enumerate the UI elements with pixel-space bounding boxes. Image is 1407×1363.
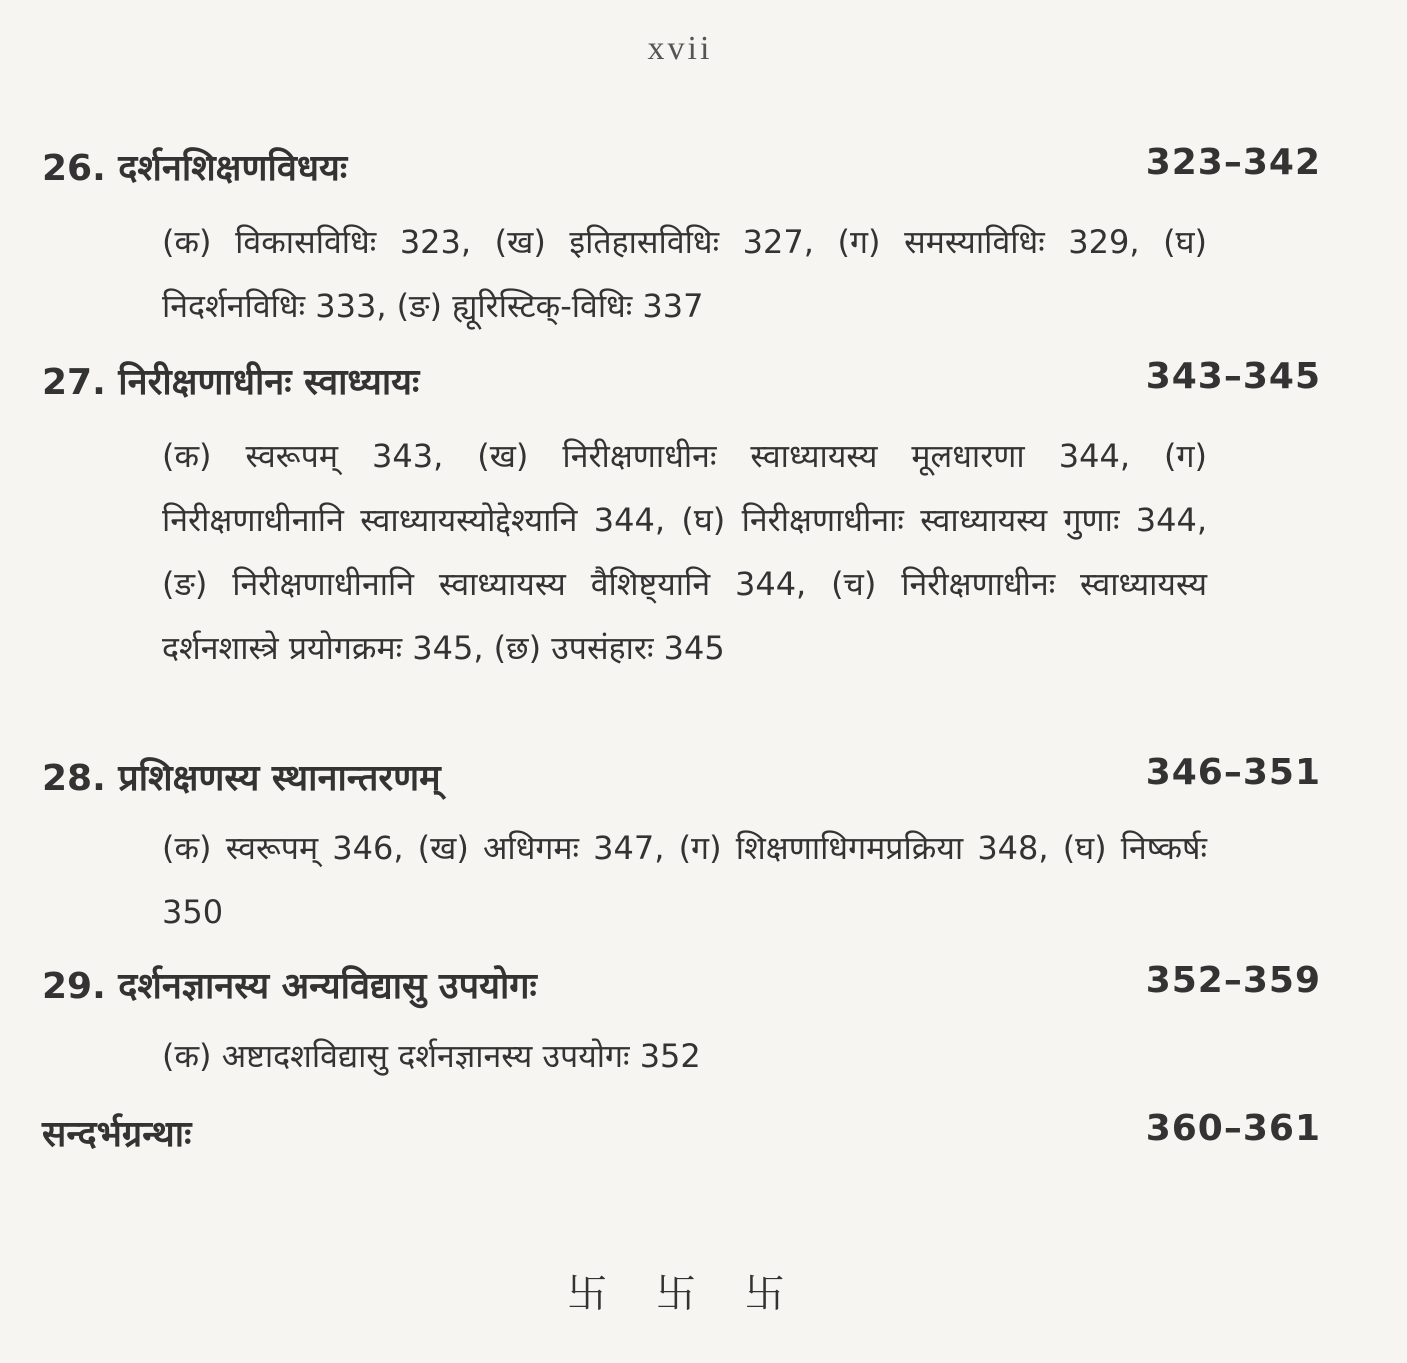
entry-page-range: 323–342 — [1145, 142, 1321, 183]
entry-heading — [0, 142, 1407, 202]
entry-page-range: 360–361 — [1145, 1108, 1321, 1149]
entry-heading — [0, 960, 1407, 1020]
entry-page-range: 346–351 — [1145, 752, 1321, 793]
entry-heading — [0, 752, 1407, 812]
entry-heading — [0, 356, 1407, 416]
entry-title: सन्दर्भग्रन्थाः — [42, 1114, 192, 1155]
entry-page-range: 352–359 — [1145, 960, 1321, 1001]
toc-entry-references — [0, 1108, 1407, 1168]
toc-entry-27 — [0, 356, 1407, 667]
entry-title: 26. दर्शनशिक्षणविधयः — [42, 148, 348, 189]
entry-subtopics: (क) स्वरूपम् 343, (ख) निरीक्षणाधीनः स्वाध्यायस्य मूलधारणा 344, (ग) निरीक्षणाधीनानि स्वाध्यायस्योद्देश्यानि 344, (घ) निरीक्षणाधीनाः स्वाध्यायस्य गुणाः 344, (ङ) निरीक्षणाधीनानि स्वाध्यायस्य वैशिष्ट्यानि 344, (च) निरीक्षणाधीनः स्वाध्यायस्य दर्शनशास्त्रे प्रयोगक्रमः 345, (छ) उपसंहारः 345 — [162, 437, 1207, 667]
page-number: xvii — [647, 30, 713, 67]
toc-entry-29 — [0, 960, 1407, 1075]
toc-entry-26 — [0, 142, 1407, 325]
footer-ornament: 卐 卐 卐 — [567, 1271, 803, 1317]
toc-entry-28 — [0, 752, 1407, 931]
entry-title: 28. प्रशिक्षणस्य स्थानान्तरणम् — [42, 758, 441, 799]
entry-subtopics: (क) स्वरूपम् 346, (ख) अधिगमः 347, (ग) शिक्षणाधिगमप्रक्रिया 348, (घ) निष्कर्षः 350 — [162, 829, 1207, 931]
entry-subtopics: (क) विकासविधिः 323, (ख) इतिहासविधिः 327, (ग) समस्याविधिः 329, (घ) निदर्शनविधिः 333, (ङ) ह्यूरिस्टिक्-विधिः 337 — [162, 223, 1207, 325]
entry-subtopics: (क) अष्टादशविद्यासु दर्शनज्ञानस्य उपयोगः 352 — [162, 1037, 701, 1075]
entry-page-range: 343–345 — [1145, 356, 1321, 397]
entry-heading — [0, 1108, 1407, 1168]
entry-title: 27. निरीक्षणाधीनः स्वाध्यायः — [42, 362, 420, 403]
entry-title: 29. दर्शनज्ञानस्य अन्यविद्यासु उपयोगः — [42, 966, 537, 1007]
